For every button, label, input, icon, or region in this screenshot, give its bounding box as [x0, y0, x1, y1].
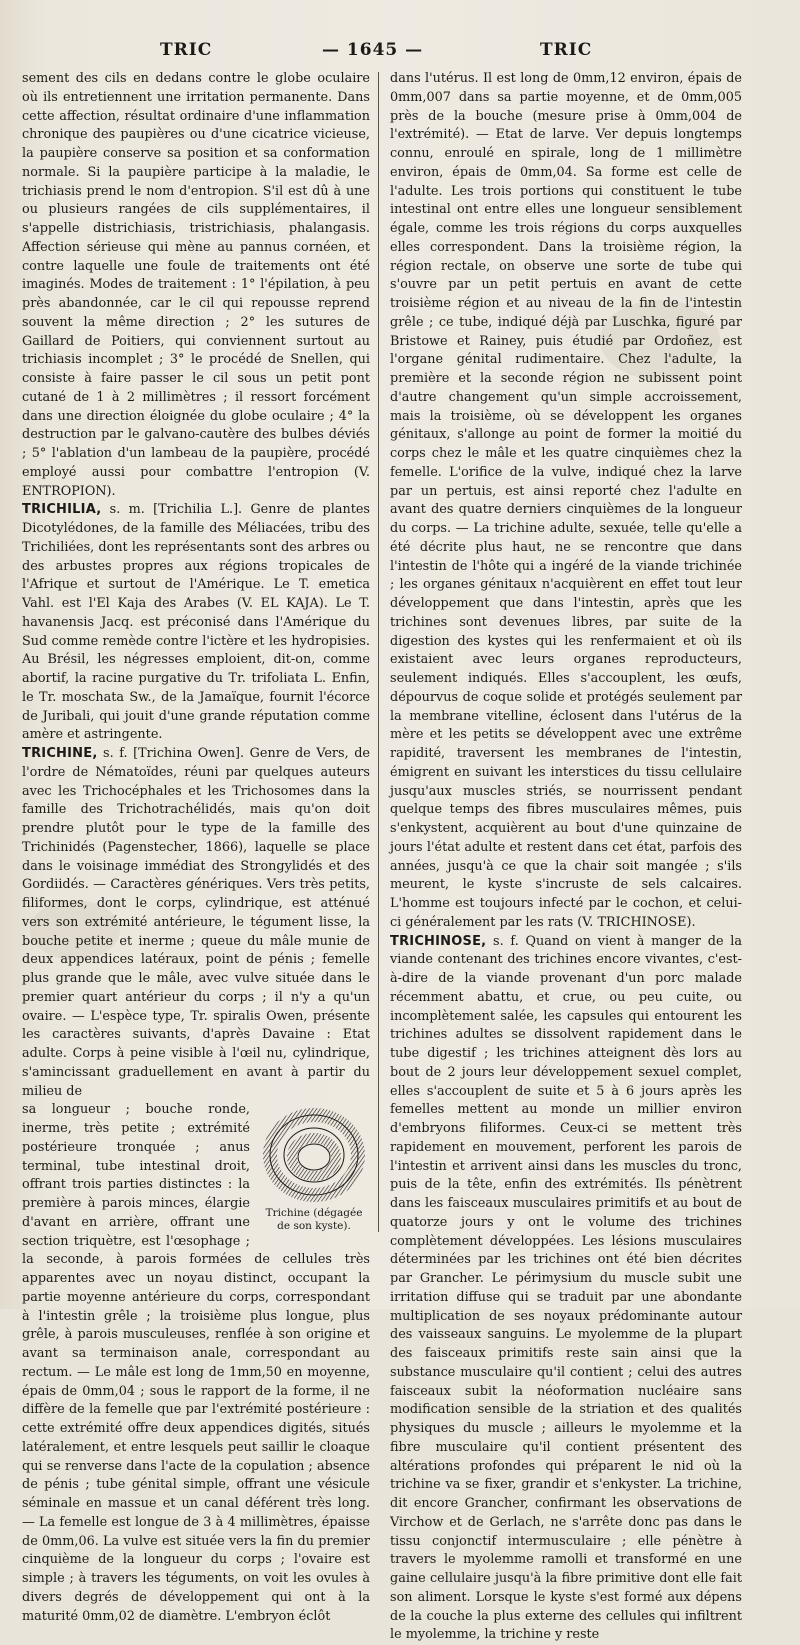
header-right-word: TRIC — [540, 40, 592, 60]
trichilia-definition: s. m. [Trichilia L.]. Genre de plantes Dicotylédones, de la famille des Méliacées, tribu des Trichiliées, dont les représentants sont des arbres ou des arbustes propres aux régions tropicales de l'Afrique et surtout de l'Amérique. Le T. emetica Vahl. est l'El Kaja des Arabes (V. EL KAJA). Le T. havanensis Jacq. est préconisé dans l'Amérique du Sud comme remède contre l'ictère et les hydropisies. Au Brésil, les négresses emploient, dit-on, comme abortif, la racine purgative du Tr. trifoliata L. Enfin, le Tr. moschata Sw., de la Jamaïque, fournit l'écorce de Juribali, qui jouit d'une grande réputation comme amère et astringente. — [22, 502, 370, 742]
trichiasis-continuation: sement des cils en dedans contre le globe oculaire où ils entretiennent une irritation permanente. Dans cette affection, résultat ordinaire d'une inflammation chronique des paupières ou d'une cicatrice vicieuse, la paupière conserve sa position et sa conformation normale. Si la paupière participe à la maladie, le trichiasis prend le nom d'entropion. S'il est dû à une ou plusieurs rangées de cils supplémentaires, il s'appelle districhiasis, tristrichiasis, phalangasis. Affection sérieuse qui mène au pannus cornéen, et contre laquelle une foule de traitements ont été imaginés. Modes de traitement : 1° l'épilation, à peu près abandonnée, car le cil qui repousse reprend souvent la même direction ; 2° les sutures de Gaillard de Poitiers, qui conviennent surtout au trichiasis incomplet ; 3° le procédé de Snellen, qui consiste à faire passer le cil sous un petit pont cutané de 1 à 2 millimètres ; il ressort forcément dans une direction éloignée du globe oculaire ; 4° la destruction par le galvano-cautère des bulbes déviés ; 5° l'ablation d'un lambeau de la paupière, procédé employé aussi pour combattre l'entropion (V. ENTROPION). — [22, 70, 370, 501]
entry-trichilia — [22, 501, 370, 745]
column-divider — [378, 72, 379, 1232]
entry-trichinose — [390, 933, 742, 1645]
header-left-word: TRIC — [160, 40, 212, 60]
page-number: — 1645 — — [322, 40, 423, 60]
figure-caption: Trichine (dégagée de son kyste). — [258, 1207, 370, 1233]
trichinose-definition: s. f. Quand on vient à manger de la viande contenant des trichines encore vivantes, c'est-à-dire de la viande provenant d'un porc malade récemment abattu, et crue, ou peu cuite, ou incomplètement salée, les capsules qui entourent les trichines adultes se dissolvent rapidement dans le tube digestif ; les trichines atteignent dès lors au bout de 2 jours leur développement sexuel complet, elles s'accouplent de suite et 5 à 6 jours après les femelles mettent au monde un millier environ d'embryons filiformes. Ceux-ci se mettent très rapidement en mouvement, perforent les parois de l'intestin et arrivent ainsi dans les muscles du tronc, puis de la tête, enfin des extrémités. Ils pénètrent dans les faisceaux musculaires primitifs et au bout de quatorze jours y ont le volume des trichines complètement développées. Les lésions musculaires déterminées par les trichines ont été bien décrites par Grancher. Le périmysium du muscle subit une irritation diffuse qui se traduit par une abondante multiplication de ses noyaux prédominante autour des vaisseaux sanguins. Le myolemme de la plupart des faisceaux primitifs reste sain ainsi que la substance musculaire qu'il contient ; celui des autres faisceaux subit la néoformation nucléaire sans modification sensible de la striation et des qualités physiques du muscle ; ailleurs le myolemme et la fibre musculaire qu'il contient présentent des altérations profondes qui préparent le nid où la trichine va se fixer, grandir et s'enkyster. La trichine, dit encore Grancher, confirmant les observations de Virchow et de Gerlach, ne s'arrête donc pas dans le tissu conjonctif intermusculaire ; elle pénètre à travers le myolemme ramolli et transformé en une gaine cellulaire jusqu'à la fibre primitive dont elle fait son aliment. Lorsque le kyste s'est formé aux dépens de la couche la plus externe des cellules qui infiltrent le myolemme, la trichine y reste — [390, 934, 742, 1643]
trichine-figure — [258, 1105, 370, 1233]
left-column — [22, 70, 370, 1626]
headword-trichilia: TRICHILIA, — [22, 502, 101, 517]
right-column — [390, 70, 742, 1645]
headword-trichinose: TRICHINOSE, — [390, 934, 486, 949]
trichine-definition-continuation: dans l'utérus. Il est long de 0mm,12 environ, épais de 0mm,007 dans sa partie moyenne, et de 0mm,005 près de la bouche (mesure prise à 0mm,004 de l'extrémité). — Etat de larve. Ver depuis longtemps connu, enroulé en spirale, long de 1 millimètre environ, épais de 0mm,04. Sa forme est celle de l'adulte. Les trois portions qui constituent le tube intestinal ont entre elles une longueur sensiblement égale, comme les trois régions du corps auxquelles elles correspondent. Dans la troisième région, la région rectale, on observe une sorte de tube qui s'ouvre par un petit pertuis en avant de cette troisième région et au niveau de la fin de l'intestin grêle ; ce tube, indiqué déjà par Luschka, figuré par Bristowe et Rainey, puis étudié par Ordoñez, est l'organe génital rudimentaire. Chez l'adulte, la première et la seconde région ne subissent point d'autre changement qu'un simple accroissement, mais la troisième, où se développent les organes génitaux, s'allonge au point de former la moitié du corps chez le mâle et les quatre cinquièmes chez la femelle. L'orifice de la vulve, indiqué chez la larve par un pertuis, est ainsi reporté chez l'adulte en avant des quatre derniers cinquièmes de la longueur du corps. — La trichine adulte, sexuée, telle qu'elle a été décrite plus haut, ne se rencontre que dans l'intestin de l'hôte qui a ingéré de la viande trichinée ; les organes génitaux n'acquièrent en effet tout leur développement que dans l'intestin, après que les trichines sont devenues libres, par suite de la digestion des kystes qui les renfermaient et où ils existaient avec leurs organes reproducteurs, seulement indiqués. Elles s'accouplent, les œufs, dépourvus de coque solide et protégés seulement par la membrane vitelline, éclosent dans l'utérus de la mère et les petits se développent avec une extrême rapidité, traversent les membranes de l'intestin, émigrent en suivant les interstices du tissu cellulaire jusqu'aux muscles striés, se nourrissent pendant quelque temps des fibres musculaires mêmes, puis s'enkystent, acquièrent au bout d'une quinzaine de jours l'état adulte et restent dans cet état, parfois des années, jusqu'à ce que la chair soit mangée ; s'ils meurent, le kyste s'incruste de sels calcaires. L'homme est toujours infecté par le cochon, et celui-ci généralement par les rats (V. TRICHINOSE). — [390, 70, 742, 933]
running-header — [0, 36, 800, 66]
coiled-worm-illustration — [264, 1105, 364, 1205]
entry-trichine — [22, 745, 370, 1101]
trichine-definition-part-2: sa longueur ; bouche ronde, inerme, très petite ; extrémité postérieure tronquée ; anus terminal, tube intestinal droit, offrant trois parties distinctes : la première à parois minces, élargie d'avant en arrière, offrant une section triquètre, est l'œsophage ; la seconde, à parois formées de cellules très apparentes avec un noyau distinct, occupant la partie moyenne antérieure du corps, correspondant à l'intestin grêle ; la troisième plus longue, plus grêle, à parois musculeuses, renflée à son origine et avant sa terminaison anale, correspondant au rectum. — Le mâle est long de 1mm,50 en moyenne, épais de 0mm,04 ; sous le rapport de la forme, il ne diffère de la femelle que par l'extrémité postérieure : cette extrémité offre deux appendices digités, situés latéralement, et entre lesquels peut saillir le cloaque qui se renverse dans l'acte de la copulation ; absence de pénis ; tube génital simple, offrant une vésicule séminale en massue et un canal déférent très long. — La femelle est longue de 3 à 4 millimètres, épaisse de 0mm,06. La vulve est située vers la fin du premier cinquième de la longueur du corps ; l'ovaire est simple ; à travers les téguments, on voit les ovules à divers degrés de développement qui ont à la maturité 0mm,02 de diamètre. L'embryon éclôt — [22, 1101, 370, 1626]
headword-trichine: TRICHINE, — [22, 746, 97, 761]
trichine-definition-part-1: s. f. [Trichina Owen]. Genre de Vers, de l'ordre de Nématoïdes, réuni par quelques auteurs avec les Trichocéphales et les Trichosomes dans la famille des Trichotrachélidés, mais qu'on doit prendre plutôt pour le type de la famille des Trichinidés (Pagenstecher, 1866), laquelle se place dans le voisinage immédiat des Strongylidés et des Gordiidés. — Caractères génériques. Vers très petits, filiformes, dont le corps, cylindrique, est atténué vers son extrémité antérieure, le tégument lisse, la bouche petite et inerme ; queue du mâle munie de deux appendices latéraux, point de pénis ; femelle plus grande que le mâle, avec vulve située dans le premier quart antérieur du corps ; il n'y a qu'un ovaire. — L'espèce type, Tr. spiralis Owen, présente les caractères suivants, d'après Davaine : Etat adulte. Corps à peine visible à l'œil nu, cylindrique, s'amincissant graduellement en avant à partir du milieu de — [22, 746, 370, 1099]
